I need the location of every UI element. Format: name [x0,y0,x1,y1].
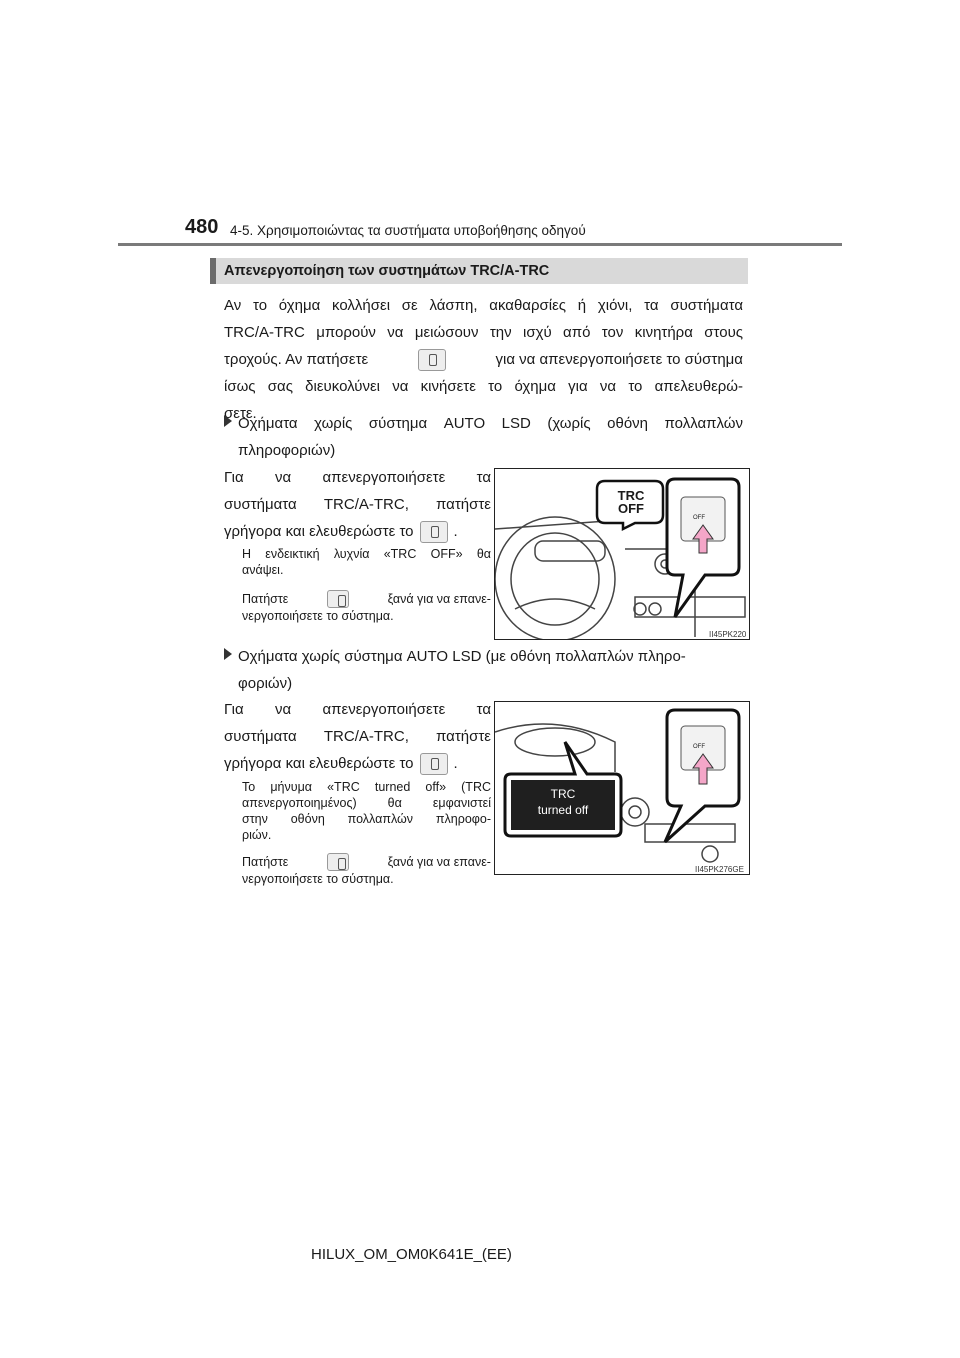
intro-line: Αν το όχημα κολλήσει σε λάσπη, ακαθαρσίες ή χιόνι, τα συστήματα [224,297,743,314]
instruction-paragraph [224,464,491,545]
note-line: νεργοποιήσετε το σύστημα. [242,872,394,886]
body-line: Για να απενεργοποιήσετε τα [224,469,491,486]
note-paragraph [242,853,491,887]
trc-off-switch-icon [418,349,446,371]
note-line: στην οθόνη πολλαπλών πληροφο- [242,812,491,826]
intro-text: για να απενεργοποιήσετε το σύστημα [495,351,743,368]
multi-info-display-message: TRC turned off [537,787,589,817]
figure-trc-turned-off-display [494,701,750,875]
trc-off-switch-icon [420,521,448,543]
intro-line: ίσως σας διευκολύνει να κινήσετε το όχημα για να το απελευθερώ- [224,378,743,395]
trc-off-switch-icon [327,590,349,608]
note-paragraph [242,779,491,843]
body-line: γρήγορα και ελευθερώστε το . [224,750,491,777]
note-line: Το μήνυμα «TRC turned off» (TRC [242,780,491,794]
callout-text: TRC OFF [617,488,645,516]
body-line: συστήματα TRC/A-TRC, πατήστε [224,728,491,745]
bullet-heading [224,643,743,697]
body-line: συστήματα TRC/A-TRC, πατήστε [224,496,491,513]
bullet-line: Οχήματα χωρίς σύστημα AUTO LSD (χωρίς οθόνη πολλαπλών [224,410,743,437]
intro-line [224,346,743,373]
note-line: ριών. [242,828,272,842]
intro-paragraph [224,292,743,427]
figure-id: II45PK276GE [695,865,744,874]
instruction-paragraph [224,696,491,777]
trc-off-switch-icon [327,853,349,871]
note-line: απενεργοποιημένος) θα εμφανιστεί [242,796,491,810]
chapter-title: 4-5. Χρησιμοποιώντας τα συστήματα υποβοήθησης οδηγού [230,223,586,238]
figure-id: II45PK220 [709,630,747,639]
header-rule [118,243,842,246]
intro-text: τροχούς. Αν πατήσετε [224,351,369,368]
note-line: Πατήστε ξανά για να επανε- [242,855,491,869]
intro-line: σετε. [224,405,257,422]
page-number: 480 [185,216,219,238]
bullet-triangle-icon [224,643,238,670]
note-paragraph [242,546,491,578]
body-line: Για να απενεργοποιήσετε τα [224,701,491,718]
figure-trc-off-indicator [494,468,750,640]
button-label: OFF [693,744,705,750]
bullet-triangle-icon [224,410,238,437]
note-line: Πατήστε ξανά για να επανε- [242,592,491,606]
note-line: Η ενδεικτική λυχνία «TRC OFF» θα [242,547,491,561]
document-id: HILUX_OM_OM0K641E_(EE) [311,1246,512,1263]
bullet-heading [224,410,743,464]
trc-off-switch-icon [420,753,448,775]
section-title: Απενεργοποίηση των συστημάτων TRC/A-TRC [224,263,550,279]
note-paragraph [242,590,491,624]
button-label: OFF [693,515,705,521]
bullet-line: φοριών) [238,675,293,692]
bullet-line: Οχήματα χωρίς σύστημα AUTO LSD (με οθόνη πολλαπλών πληρο- [224,643,743,670]
note-line: νεργοποιήσετε το σύστημα. [242,609,394,623]
intro-line: TRC/A-TRC μπορούν να μειώσουν την ισχύ από τον κινητήρα στους [224,324,743,341]
body-line: γρήγορα και ελευθερώστε το . [224,518,491,545]
bullet-line: πληροφοριών) [238,442,336,459]
note-line: ανάψει. [242,563,284,577]
